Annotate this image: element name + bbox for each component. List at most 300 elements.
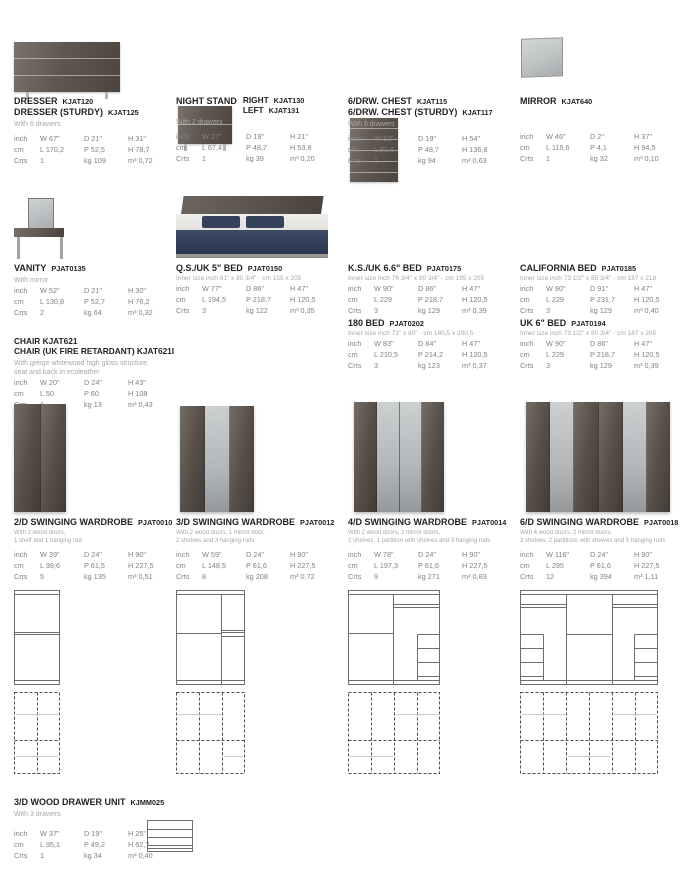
product-code: PJAT0012 (300, 518, 335, 527)
bed-photo (176, 196, 328, 260)
spec-value: H 47" (634, 284, 653, 294)
spec-value: m³ 1,11 (634, 572, 659, 582)
spec-row-label: inch (520, 550, 534, 560)
spec-row-label: inch (176, 284, 190, 294)
spec-row (14, 851, 176, 862)
spec-value: W 90" (546, 284, 566, 294)
product-name: DRESSER (14, 96, 58, 106)
spec-value: H 227,5 (290, 561, 316, 571)
spec-value: 3 (546, 306, 551, 316)
furniture-leg (60, 237, 63, 259)
product-chest (348, 96, 510, 167)
spec-value: L 67,4 (202, 142, 223, 152)
spec-row (176, 284, 348, 295)
product-wardrobe-2d (14, 517, 186, 583)
spec-row (348, 550, 520, 561)
spec-row-label: inch (348, 133, 362, 143)
spec-value: H 54" (462, 133, 481, 143)
product-description: With 2 wood doors, (14, 529, 66, 536)
product-title (176, 263, 348, 274)
spec-value: L 210,5 (374, 350, 399, 360)
spec-row (520, 306, 690, 317)
product-nightstand (176, 96, 338, 165)
inner-size: Inner size inch 71" x 80" - cm 180,5 x 200,5 (348, 329, 474, 337)
spec-table (520, 550, 690, 583)
product-chair (14, 337, 176, 411)
drawer-seam (14, 75, 120, 76)
spec-row-label: inch (520, 339, 534, 349)
mirror-door (400, 402, 423, 512)
spec-value: L 81,6 (374, 144, 395, 154)
spec-value: D 24" (84, 378, 103, 388)
product-title (14, 96, 176, 107)
spec-value: m³ 0,72 (128, 155, 153, 165)
product-title (14, 347, 176, 357)
product-name: VANITY (14, 263, 47, 273)
product-description: 3 shelves, 2 partitions with shelves and 5 hanging rods (520, 537, 666, 544)
spec-value: 3 (374, 361, 379, 371)
product-description: With 6 drawers (14, 120, 61, 128)
wardrobe-6d-schematic (520, 590, 658, 685)
spec-value: kg 129 (590, 361, 612, 371)
spec-row-label: inch (14, 550, 28, 560)
spec-row (14, 156, 176, 167)
wood-door (422, 402, 444, 512)
spec-row-label: inch (348, 284, 362, 294)
product-name: MIRROR (520, 96, 557, 106)
mirror-door (205, 406, 230, 512)
spec-row-label: Crts (14, 155, 28, 165)
spec-value: L 170,2 (40, 144, 65, 154)
spec-value: P 218,7 (418, 295, 444, 305)
spec-value: H 227,5 (462, 561, 488, 571)
spec-value: H 90" (634, 550, 653, 560)
spec-row (520, 550, 690, 561)
wood-door (14, 404, 41, 512)
product-code: KJAT117 (462, 107, 493, 117)
product-code: PJAT0014 (472, 518, 507, 527)
dresser-photo (14, 42, 120, 92)
spec-value: m³ 0,40 (634, 306, 659, 316)
product-name: 4/D SWINGING WARDROBE (348, 517, 468, 527)
inner-size: Inner size inch 61" x 80 3/4" - cm 155 x 205 (176, 274, 302, 282)
spec-value: H 227,5 (634, 561, 660, 571)
spec-row-label: Crts (520, 572, 534, 582)
product-name: CHAIR (UK FIRE RETARDANT) KJAT621I (14, 345, 175, 356)
spec-value: H 94,5 (634, 142, 656, 152)
spec-value: P 61,6 (590, 561, 611, 571)
spec-row-label: inch (520, 284, 534, 294)
spec-value: L 197,3 (374, 561, 399, 571)
product-code: PJAT0185 (601, 264, 637, 273)
product-title (348, 107, 510, 118)
spec-row (14, 572, 186, 583)
product-description: With greige whitewood high gloss structure, (14, 359, 150, 367)
spec-value: W 83" (374, 339, 394, 349)
spec-row-label: cm (14, 296, 24, 306)
spec-value: 2 (40, 307, 45, 317)
product-name: UK 6" BED (520, 318, 567, 328)
bed-blanket (176, 230, 328, 254)
spec-value: L 229 (374, 295, 392, 305)
product-description: 1 shelf and 1 hanging rod (14, 537, 82, 544)
spec-row (520, 154, 682, 165)
spec-row (176, 306, 348, 317)
product-description: With 3 drawers (14, 810, 61, 818)
spec-row (176, 143, 338, 154)
spec-row (14, 561, 186, 572)
spec-value: P 60 (84, 389, 99, 399)
spec-value: kg 39 (246, 153, 264, 163)
spec-value: kg 129 (418, 306, 440, 316)
spec-value: D 86" (246, 284, 265, 294)
spec-value: H 76,2 (128, 296, 150, 306)
spec-value: H 62,7 (128, 839, 150, 849)
vanity-top (14, 228, 64, 237)
product-name: 3/D SWINGING WARDROBE (176, 517, 296, 527)
spec-value: D 19" (246, 132, 265, 141)
spec-value: kg 34 (84, 850, 102, 860)
spec-value: m³ 0,20 (290, 153, 315, 163)
spec-value: W 46" (546, 131, 566, 141)
spec-value: L 295 (546, 561, 564, 571)
spec-value: W 32" (374, 133, 394, 143)
product-title (176, 517, 348, 528)
spec-row (520, 561, 690, 572)
spec-value: P 52,5 (84, 144, 105, 154)
spec-row-label: cm (14, 561, 24, 571)
product-name: 6/DRW. CHEST (STURDY) (348, 106, 458, 117)
product-code: PJAT0194 (571, 319, 606, 328)
product-name: CALIFORNIA BED (520, 263, 597, 273)
spec-value: m³ 0,83 (462, 572, 487, 582)
spec-value: H 47" (290, 284, 309, 294)
spec-row (176, 295, 348, 306)
spec-row-label: inch (348, 550, 362, 560)
spec-value: P 4,1 (590, 142, 607, 152)
spec-value: H 43" (128, 378, 147, 388)
spec-value: kg 394 (590, 572, 612, 582)
spec-value: D 24" (84, 550, 103, 560)
wardrobe-3d-photo (180, 406, 254, 512)
wardrobe-6d-dashed-schematic (520, 692, 658, 774)
product-description: With 4 wood doors, 2 mirror doors, (520, 529, 613, 536)
spec-row-label: Crts (176, 572, 190, 582)
wood-door (354, 402, 377, 512)
vanity-mirror (28, 198, 54, 230)
product-code: KJAT130 (273, 96, 305, 105)
wood-door (599, 402, 623, 512)
spec-value: P 52,7 (84, 296, 105, 306)
spec-row-label: Crts (176, 306, 190, 316)
mirror-door (377, 402, 400, 512)
product-title (520, 318, 690, 329)
spec-value: W 37" (40, 828, 60, 838)
spec-value: 1 (40, 850, 45, 860)
spec-row-label: cm (520, 561, 530, 571)
product-title (176, 96, 338, 116)
product-name: Q.S./UK 5" BED (176, 263, 243, 273)
product-wardrobe-3d (176, 517, 348, 583)
product-name: K.S./UK 6.6" BED (348, 263, 422, 273)
product-ks-bed (348, 263, 520, 317)
spec-value: W 39" (40, 550, 60, 560)
spec-value: H 30" (128, 285, 147, 295)
spec-value: D 86" (590, 339, 609, 349)
wardrobe-2d-schematic (14, 590, 60, 685)
bed-pillow (246, 216, 284, 228)
spec-value: kg 123 (418, 361, 440, 371)
wardrobe-6d-photo (526, 402, 670, 512)
product-name: NIGHT STAND (176, 96, 237, 106)
furniture-leg (17, 237, 20, 259)
spec-value: 3 (202, 306, 207, 316)
spec-value: D 86" (418, 284, 437, 294)
spec-value: P 48,7 (418, 144, 439, 154)
spec-row-label: inch (14, 378, 28, 388)
spec-row (348, 561, 520, 572)
spec-row (176, 550, 348, 561)
spec-row (176, 132, 338, 143)
spec-value: 8 (202, 572, 207, 582)
spec-row-label: cm (176, 142, 186, 152)
variant-line (243, 106, 305, 116)
spec-row-label: inch (176, 550, 190, 560)
spec-value: D 84" (418, 339, 437, 349)
mirror-door (550, 402, 574, 512)
wardrobe-3d-schematic (176, 590, 245, 685)
spec-value: H 47" (634, 339, 653, 349)
product-title (14, 263, 176, 274)
product-code: PJAT0202 (389, 319, 424, 328)
wardrobe-2d-dashed-schematic (14, 692, 60, 774)
spec-value: H 31" (128, 133, 147, 143)
spec-row (176, 154, 338, 165)
spec-row-label: cm (520, 350, 530, 360)
spec-value: 1 (374, 155, 379, 165)
product-california-bed (520, 263, 690, 317)
spec-value: D 21" (84, 285, 103, 295)
spec-value: H 90" (128, 550, 147, 560)
spec-value: kg 64 (84, 307, 102, 317)
spec-row-label: cm (348, 295, 358, 305)
spec-value: L 229 (546, 350, 564, 360)
spec-row-label: cm (14, 839, 24, 849)
product-mirror (520, 96, 682, 165)
spec-value: 5 (40, 572, 45, 582)
spec-row (348, 306, 520, 317)
spec-row-label: cm (520, 295, 530, 305)
product-name: 6/DRW. CHEST (348, 96, 412, 106)
product-title (348, 96, 510, 107)
product-title (520, 96, 682, 107)
spec-value: H 120,5 (462, 350, 488, 360)
product-description: With mirror (14, 276, 49, 284)
product-description: With 6 drawers (348, 120, 395, 128)
product-code: PJAT0150 (247, 264, 283, 273)
spec-value: P 49,2 (84, 839, 105, 849)
spec-row (176, 572, 348, 583)
spec-value: kg 32 (590, 153, 608, 163)
spec-row (520, 132, 682, 143)
spacer (520, 107, 682, 127)
spec-row (520, 339, 690, 350)
product-wardrobe-4d (348, 517, 520, 583)
spec-value: D 24" (418, 550, 437, 560)
drawer-unit-schematic (147, 820, 193, 852)
product-name: 180 BED (348, 318, 385, 328)
spec-value: kg 94 (418, 155, 436, 165)
product-wardrobe-6d (520, 517, 690, 583)
product-title (14, 797, 176, 808)
spec-row-label: cm (520, 142, 530, 152)
product-title (14, 107, 176, 118)
product-description: seat and back in ecoleather (14, 369, 100, 376)
product-title (348, 318, 520, 329)
drawer-seam (14, 58, 120, 59)
spec-value: L 148,5 (202, 561, 227, 571)
spec-table (176, 132, 338, 165)
spec-value: L 95,1 (40, 839, 61, 849)
spec-value: W 20" (40, 378, 60, 388)
product-name: CHAIR KJAT621 (14, 336, 78, 346)
spec-row-label: Crts (14, 307, 28, 317)
vanity-photo (14, 198, 66, 260)
product-title (14, 517, 186, 528)
product-code: KJAT120 (62, 97, 94, 106)
spec-value: H 120,5 (290, 295, 316, 305)
spec-row-label: cm (14, 144, 24, 154)
spec-value: D 24" (590, 550, 609, 560)
spec-value: H 136,8 (462, 144, 488, 154)
spec-value: 9 (374, 572, 379, 582)
spec-value: D 21" (84, 133, 103, 143)
spec-row-label: Crts (348, 361, 362, 371)
spec-table (176, 284, 348, 317)
spec-row-label: inch (176, 132, 190, 141)
spec-value: H 25" (128, 828, 147, 838)
mirror-door (623, 402, 647, 512)
spec-row (520, 295, 690, 306)
spec-table (176, 550, 348, 583)
spec-value: H 37" (634, 131, 653, 141)
spec-value: kg 109 (84, 155, 106, 165)
spec-row-label: Crts (348, 572, 362, 582)
spec-value: 1 (202, 153, 207, 163)
spec-value: m³ 0,37 (462, 361, 487, 371)
spec-row-label: Crts (520, 361, 534, 371)
spec-row (14, 286, 176, 297)
drawer-seam (350, 172, 398, 173)
spec-row-label: Crts (348, 155, 362, 165)
bed-pillow (202, 216, 240, 228)
product-title (520, 517, 690, 528)
spec-value: W 78" (374, 550, 394, 560)
product-name: DRESSER (STURDY) (14, 106, 104, 117)
spec-row-label: cm (348, 350, 358, 360)
inner-size: Inner size inch 73 1/2" x 85 3/4" - cm 187 x 218 (520, 274, 657, 282)
product-code: KJAT125 (108, 107, 139, 117)
spec-value: H 90" (462, 550, 481, 560)
inner-size: Inner size inch 76 3/4" x 80 3/4" - cm 195 x 205 (348, 274, 485, 282)
spec-value: L 130,8 (40, 296, 65, 306)
spec-row (14, 297, 176, 308)
spec-row (348, 284, 520, 295)
product-title (348, 517, 520, 528)
spec-value: kg 122 (246, 306, 268, 316)
product-name: 2/D SWINGING WARDROBE (14, 517, 134, 527)
spec-value: P 61,6 (246, 561, 267, 571)
spec-value: m³ 0,51 (128, 572, 153, 582)
spec-value: L 116,6 (546, 142, 570, 152)
variant-pos: RIGHT (242, 95, 269, 105)
product-description: With 2 drawers (176, 118, 223, 126)
spec-row (14, 389, 176, 400)
spec-value: W 59" (202, 550, 222, 560)
spec-value: H 120,5 (462, 295, 488, 305)
spec-row-label: cm (176, 295, 186, 305)
product-code: KJAT115 (416, 97, 448, 106)
spec-row (14, 550, 186, 561)
spec-value: m³ 0,43 (128, 399, 153, 409)
spec-row (348, 361, 520, 372)
spec-value: kg 208 (246, 572, 268, 582)
product-code: PJAT0018 (644, 518, 679, 527)
spec-value: L 99,6 (40, 561, 61, 571)
spec-value: P 231,7 (590, 295, 616, 305)
wood-door (41, 404, 67, 512)
spec-row (348, 339, 520, 350)
spec-value: P 218,7 (246, 295, 272, 305)
spec-row (14, 145, 176, 156)
spec-row-label: inch (520, 131, 534, 141)
spec-value: m³ 0,40 (128, 850, 153, 860)
spec-value: H 47" (462, 284, 481, 294)
product-name: 6/D SWINGING WARDROBE (520, 517, 640, 527)
spec-row (348, 145, 510, 156)
spec-row (520, 284, 690, 295)
spec-table (348, 550, 520, 583)
spec-row (348, 156, 510, 167)
spec-value: m³ 0,72 (290, 572, 315, 582)
spec-row (14, 378, 176, 389)
spec-table (14, 286, 176, 319)
spec-value: W 77" (202, 284, 222, 294)
variant-pos: LEFT (242, 104, 264, 115)
spec-value: m³ 0,63 (462, 155, 487, 165)
spec-value: P 48,7 (246, 142, 267, 152)
product-description: 2 shelves, 1 partition with shelves and 3 hanging rods (348, 537, 491, 544)
spec-value: W 67" (40, 133, 60, 143)
spec-value: H 53,8 (290, 142, 312, 152)
spec-table (520, 132, 682, 165)
spec-row (348, 350, 520, 361)
spec-value: H 78,7 (128, 144, 150, 154)
spec-table (348, 134, 510, 167)
product-code: PJAT0135 (51, 264, 86, 273)
spec-row (348, 572, 520, 583)
spec-row-label: inch (14, 133, 28, 143)
spec-value: P 214,2 (418, 350, 444, 360)
spec-value: m³ 0,35 (290, 306, 315, 316)
spec-value: kg 135 (84, 572, 106, 582)
spec-row (176, 561, 348, 572)
spec-row-label: Crts (176, 153, 190, 163)
product-180-bed (348, 318, 520, 372)
spec-row (348, 134, 510, 145)
product-dresser (14, 96, 176, 167)
mirror-photo (521, 37, 563, 77)
